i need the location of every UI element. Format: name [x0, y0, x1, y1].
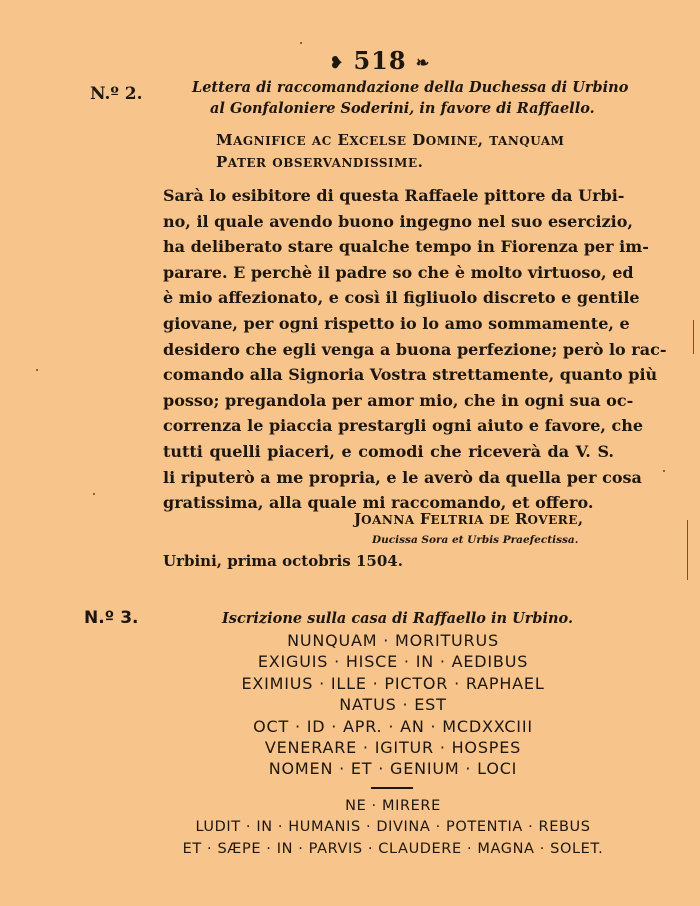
body-line: comando alla Signoria Vostra strettamente, quanto più: [163, 365, 658, 385]
letter-caption-line-2: al Gonfaloniere Soderini, in favore di Raffaello.: [210, 100, 595, 117]
body-line: gratissima, alla quale mi raccomando, et offero.: [163, 493, 594, 513]
scan-speck: [300, 42, 302, 44]
body-line: ha deliberato stare qualche tempo in Fiorenza per im-: [163, 237, 649, 257]
signature-title: Ducissa Sora et Urbis Praefectissa.: [372, 534, 579, 546]
body-line: Sarà lo esibitore di questa Raffaele pittore da Urbi-: [163, 186, 625, 205]
inscription-number: N.º 3.: [84, 608, 139, 628]
body-line: parare. E perchè il padre so che è molto virtuoso, ed: [163, 262, 634, 282]
body-line: tutti quelli piaceri, e comodi che riceverà da V. S.: [163, 441, 614, 461]
motto-line: ET · SÆPE · IN · PARVIS · CLAUDERE · MAGNA · SOLET.: [182, 840, 604, 857]
inscription-line: VENERARE · IGITUR · HOSPES: [264, 737, 522, 757]
motto-line: NE · MIRERE: [345, 798, 441, 814]
body-line: è mio affezionato, e così il figliuolo discreto e gentile: [163, 288, 640, 308]
inscription-line: EXIGUIS · HISCE · IN · AEDIBUS: [257, 652, 529, 672]
body-line: posso; pregandola per amor mio, che in ogni sua oc-: [163, 390, 634, 410]
motto-line: LUDIT · IN · HUMANIS · DIVINA · POTENTIA · REBUS: [195, 819, 591, 836]
left-ornament-icon: ❥: [329, 53, 345, 72]
scan-speck: [663, 470, 665, 472]
page-number-text: 518: [353, 46, 407, 75]
body-line: li riputerò a me propria, e le averò da quella per cosa: [163, 467, 642, 487]
body-line: no, il quale avendo buono ingegno nel suo esercizio,: [163, 211, 633, 231]
divider-rule: [371, 787, 413, 789]
page-number: [0, 46, 700, 75]
scan-edge-mark: [693, 320, 694, 354]
letter-date: Urbini, prima octobris 1504.: [163, 552, 403, 570]
scan-edge-mark: [687, 520, 688, 580]
inscription-caption: Iscrizione sulla casa di Raffaello in Urbino.: [222, 610, 574, 627]
motto-lines: [150, 798, 636, 862]
letter-caption-line-1: Lettera di raccomandazione della Duchessa di Urbino: [192, 79, 629, 96]
inscription-line: OCT · ID · APR. · AN · MCDXXCIII: [253, 716, 533, 736]
body-line: correnza le piaccia prestargli ogni aiuto e favore, che: [163, 416, 644, 436]
inscription-line: NATUS · EST: [339, 695, 447, 715]
inscription-line: NOMEN · ET · GENIUM · LOCI: [268, 759, 518, 779]
letter-number: N.º 2.: [90, 84, 143, 104]
body-line: desidero che egli venga a buona perfezione; però lo rac-: [163, 339, 667, 359]
scan-speck: [36, 369, 38, 371]
body-line: giovane, per ogni rispetto io lo amo sommamente, e: [163, 313, 630, 333]
inscription-lines: [150, 631, 636, 781]
inscription-line: EXIMIUS · ILLE · PICTOR · RAPHAEL: [241, 673, 545, 693]
right-ornament-icon: ❧: [415, 53, 431, 72]
letter-body: [163, 183, 667, 516]
salutation-line-2: PATER OBSERVANDISSIME.: [216, 153, 424, 171]
scan-speck: [93, 493, 95, 495]
inscription-line: NUNQUAM · MORITURUS: [287, 631, 499, 650]
signature: JOANNA FELTRIA DE ROVERE,: [354, 510, 584, 528]
salutation-line-1: MAGNIFICE AC EXCELSE DOMINE, TANQUAM: [216, 131, 565, 149]
